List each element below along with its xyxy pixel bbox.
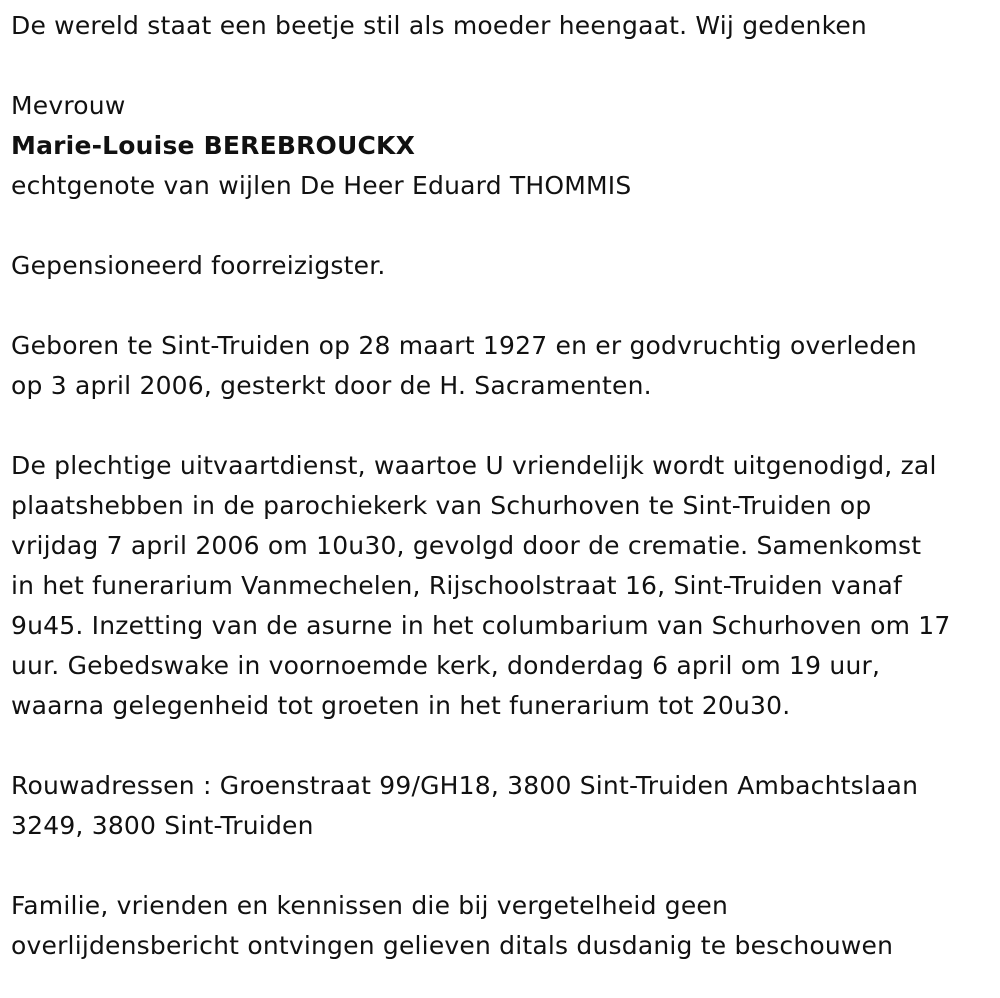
paragraph-line: 9u45. Inzetting van de asurne in het columbarium van Schurhoven om 17 xyxy=(11,611,951,640)
paragraph-line: Familie, vrienden en kennissen die bij vergetelheid geen xyxy=(11,891,729,920)
funeral-paragraph xyxy=(11,446,996,726)
paragraph-line: waarna gelegenheid tot groeten in het funerarium tot 20u30. xyxy=(11,691,791,720)
spacer xyxy=(11,206,996,246)
deceased-name: Marie-Louise BEREBROUCKX xyxy=(11,131,416,160)
paragraph-line: overlijdensbericht ontvingen gelieven ditals dusdanig te beschouwen xyxy=(11,931,894,960)
paragraph-line: De plechtige uitvaartdienst, waartoe U vriendelijk wordt uitgenodigd, zal xyxy=(11,451,937,480)
birth-death-paragraph xyxy=(11,326,996,406)
spacer xyxy=(11,846,996,886)
paragraph-line: vrijdag 7 april 2006 om 10u30, gevolgd door de crematie. Samenkomst xyxy=(11,531,922,560)
spacer xyxy=(11,286,996,326)
paragraph-line: Rouwadressen : Groenstraat 99/GH18, 3800 Sint-Truiden Ambachtslaan xyxy=(11,771,919,800)
paragraph-line: 3249, 3800 Sint-Truiden xyxy=(11,811,314,840)
intro-text: De wereld staat een beetje stil als moeder heengaat. Wij gedenken xyxy=(11,11,867,40)
paragraph-line: Geboren te Sint-Truiden op 28 maart 1927 en er godvruchtig overleden xyxy=(11,331,917,360)
spacer xyxy=(11,726,996,766)
honorific: Mevrouw xyxy=(11,91,126,120)
occupation-text: Gepensioneerd foorreizigster. xyxy=(11,251,386,280)
spacer xyxy=(11,46,996,86)
paragraph-line: op 3 april 2006, gesterkt door de H. Sacramenten. xyxy=(11,371,652,400)
paragraph-line: uur. Gebedswake in voornoemde kerk, donderdag 6 april om 19 uur, xyxy=(11,651,881,680)
spouse-text: echtgenote van wijlen De Heer Eduard THOMMIS xyxy=(11,171,632,200)
address-paragraph xyxy=(11,766,996,846)
death-notice xyxy=(11,6,996,966)
spacer xyxy=(11,406,996,446)
paragraph-line: plaatshebben in de parochiekerk van Schurhoven te Sint-Truiden op xyxy=(11,491,872,520)
closing-paragraph xyxy=(11,886,996,966)
paragraph-line: in het funerarium Vanmechelen, Rijschoolstraat 16, Sint-Truiden vanaf xyxy=(11,571,903,600)
